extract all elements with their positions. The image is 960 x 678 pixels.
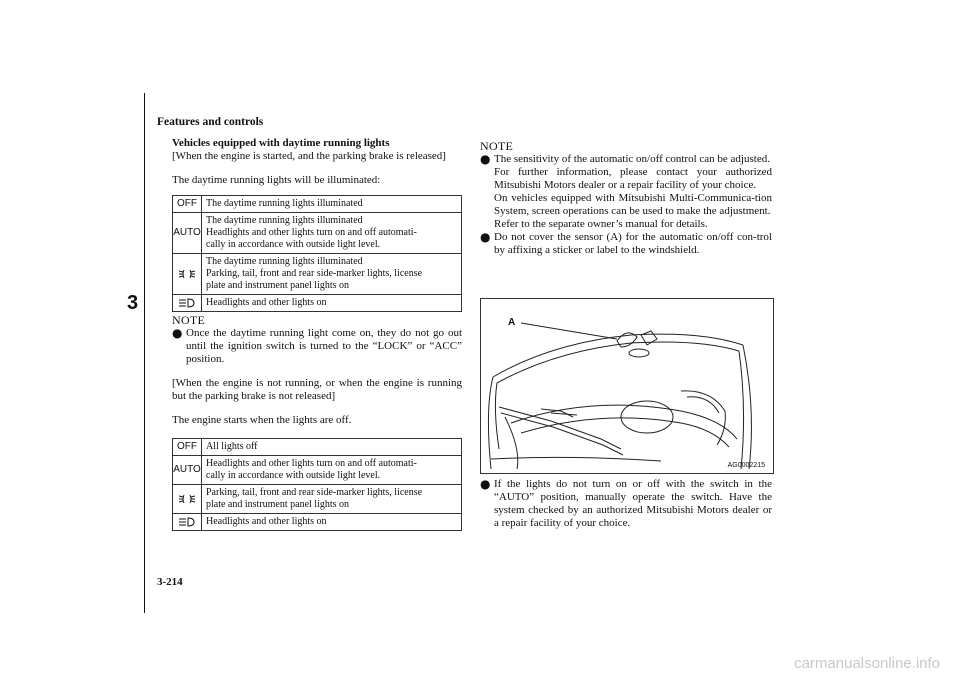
note-bullet [172,327,462,366]
light-description [202,196,462,213]
switch-position: OFF [173,196,202,213]
bullet-icon: ● [172,326,183,340]
table-row [173,254,462,295]
section-heading: Vehicles equipped with daytime running lights [172,137,390,149]
right-column-bottom [480,478,772,530]
switch-position [173,254,202,295]
switch-position: AUTO [173,213,202,254]
condition-not-running: [When the engine is not running, or when the engine is running but the parking brake is not released] [172,377,462,402]
note-line: For further information, please contact your authorized Mitsubishi Motors dealer or a repair facility of your choice. [494,166,772,191]
headlight-icon [178,298,196,308]
description-line: Parking, tail, front and rear side-marker lights, license [206,487,423,498]
note-text: Once the daytime running light come on, they do not go out until the ignition switch is turned to the “LOCK” or “ACC” position. [186,327,462,365]
parking-light-icon [179,269,195,279]
description-line: All lights off [206,441,258,452]
light-description [202,456,462,485]
switch-position: AUTO [173,456,202,485]
intro-illuminated: The daytime running lights will be illuminated: [172,174,381,186]
switch-position [173,485,202,514]
switch-position [173,295,202,312]
table-row [173,196,462,213]
condition-started: [When the engine is started, and the parking brake is released] [172,150,446,162]
switch-position [173,514,202,531]
note-text: If the lights do not turn on or off with the switch in the “AUTO” position, manually operate the switch. Have the system checked by an authorized Mitsubishi Motors dealer or a repair facility of your choice. [494,478,772,529]
sensor-label: A [508,317,516,328]
switch-position: OFF [173,439,202,456]
bullet-icon: ● [480,152,491,166]
light-description [202,514,462,531]
description-line: The daytime running lights illuminated [206,215,363,226]
light-table-started [172,195,462,312]
note-line: On vehicles equipped with Mitsubishi Multi-Communica-tion System, screen operations can be used to make the adjustment. [494,192,772,217]
description-line: Headlights and other lights turn on and off automati- [206,227,417,238]
bullet-icon: ● [480,477,491,491]
note-bullet-sensitivity [480,153,772,231]
description-line: The daytime running lights illuminated [206,198,363,209]
note-line: The sensitivity of the automatic on/off control can be adjusted. [494,153,770,165]
description-line: Headlights and other lights on [206,297,327,308]
parking-light-icon [179,494,195,504]
light-table-not-released [172,438,462,531]
description-line: Parking, tail, front and rear side-marker lights, license [206,268,423,279]
description-line: cally in accordance with outside light level. [206,470,381,481]
note-label: NOTE [480,139,514,153]
page-number: 3-214 [157,576,183,588]
description-line: plate and instrument panel lights on [206,499,350,510]
note-text: Do not cover the sensor (A) for the automatic on/off con-trol by affixing a sticker or label to the windshield. [494,231,772,256]
windshield-figure [480,298,774,474]
note-bullet-auto [480,478,772,530]
bullet-icon: ● [480,230,491,244]
light-description [202,213,462,254]
table-row [173,439,462,456]
note-label: NOTE [172,313,206,327]
section-title: Features and controls [157,116,264,128]
headlight-icon [178,517,196,527]
chapter-divider [144,93,145,613]
table-row [173,514,462,531]
left-column [172,137,462,531]
light-description [202,439,462,456]
table-row [173,295,462,312]
note-line: Refer to the separate owner’s manual for details. [494,218,708,230]
watermark: carmanualsonline.info [794,655,940,672]
description-line: plate and instrument panel lights on [206,280,350,291]
description-line: Headlights and other lights turn on and off automati- [206,458,417,469]
table-row [173,213,462,254]
description-line: cally in accordance with outside light level. [206,239,381,250]
right-column [480,140,772,257]
note-bullet-sensor [480,231,772,257]
figure-id: AG0002215 [727,462,765,469]
table-row [173,485,462,514]
light-description [202,295,462,312]
description-line: Headlights and other lights on [206,516,327,527]
chapter-number: 3 [127,292,139,314]
light-description [202,254,462,295]
windshield-illustration [481,299,773,473]
intro-lights-off: The engine starts when the lights are off. [172,414,352,426]
table-row [173,456,462,485]
light-description [202,485,462,514]
description-line: The daytime running lights illuminated [206,256,363,267]
